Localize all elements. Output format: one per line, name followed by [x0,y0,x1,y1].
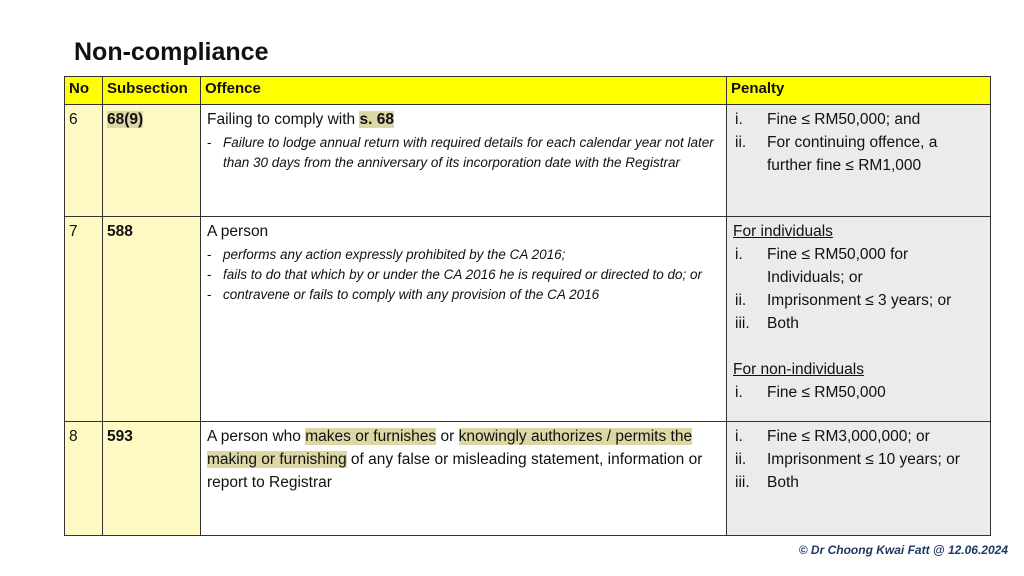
table-row [65,105,991,217]
slide-title: Non-compliance [74,38,269,66]
penalty-item [733,448,984,471]
header-no: No [65,77,103,105]
offence-item: - Failure to lodge annual return with required details for each calendar year not later than 30 days from the anniversary of its incorporation date with the Registrar [207,133,720,173]
penalty-num: iii. [735,474,750,491]
offence-lead [207,108,720,131]
penalty-text: For continuing offence, a further fine ≤ RM1,000 [767,134,938,174]
row-penalty [727,217,991,422]
header-penalty: Penalty [727,77,991,105]
offence-highlight: makes or furnishes [305,428,437,445]
offence-text: of any false or misleading statement, information or report to Registrar [207,451,703,491]
penalty-item [733,289,984,312]
row-number: 7 [65,217,103,422]
penalty-num: iii. [735,315,750,332]
row-number: 8 [65,422,103,536]
penalty-text: Both [767,474,799,491]
row-subsection [103,217,201,422]
row-penalty [727,105,991,217]
penalty-list [733,243,984,335]
penalty-text: Fine ≤ RM50,000 for Individuals; or [767,246,909,286]
penalty-list [733,381,984,404]
offence-highlight: knowingly authorizes / permits the making or furnishing [207,428,693,468]
penalty-text: Fine ≤ RM50,000; and [767,111,921,128]
penalty-num: ii. [735,451,747,468]
penalty-num: i. [735,246,743,263]
header-subsection: Subsection [103,77,201,105]
spacer [733,335,984,358]
penalty-text: Both [767,315,799,332]
section-reference: s. 68 [359,111,394,128]
penalty-text: Fine ≤ RM3,000,000; or [767,428,930,445]
table-row [65,217,991,422]
subsection-ref: 593 [107,428,133,445]
subsection-ref: 588 [107,223,133,240]
penalty-num: i. [735,384,743,401]
offence-lead-text: Failing to comply with [207,111,360,128]
row-number: 6 [65,105,103,217]
penalty-text: Fine ≤ RM50,000 [767,384,886,401]
copyright-credit: © Dr Choong Kwai Fatt @ 12.06.2024 [798,543,1008,557]
table-header-row [65,77,991,105]
offence-text: or [436,428,459,445]
offence-item: - fails to do that which by or under the CA 2016 he is required or directed to do; or [207,265,720,285]
row-penalty [727,422,991,536]
offence-text: A person who [207,428,306,445]
penalty-list [733,108,984,177]
penalty-text: Imprisonment ≤ 3 years; or [767,292,952,309]
row-subsection [103,105,201,217]
row-offence [201,105,727,217]
row-subsection [103,422,201,536]
offence-list [207,245,720,305]
penalty-item [733,312,984,335]
penalty-group-heading: For non-individuals [733,361,864,378]
penalty-group-heading: For individuals [733,223,833,240]
penalty-item [733,131,984,177]
table-row [65,422,991,536]
penalty-item [733,381,984,404]
penalty-list [733,425,984,494]
penalty-text: Imprisonment ≤ 10 years; or [767,451,960,468]
subsection-ref: 68(9) [107,111,144,128]
penalty-item [733,108,984,131]
header-offence: Offence [201,77,727,105]
row-offence [201,422,727,536]
penalty-num: i. [735,111,743,128]
penalty-num: ii. [735,292,747,309]
offence-item: - performs any action expressly prohibited by the CA 2016; [207,245,720,265]
penalty-num: ii. [735,134,747,151]
penalty-item [733,425,984,448]
penalty-item [733,471,984,494]
offence-lead: A person [207,223,269,240]
penalty-num: i. [735,428,743,445]
non-compliance-table [64,76,991,536]
offence-item: - contravene or fails to comply with any provision of the CA 2016 [207,285,720,305]
row-offence [201,217,727,422]
offence-list [207,133,720,173]
penalty-item [733,243,984,289]
